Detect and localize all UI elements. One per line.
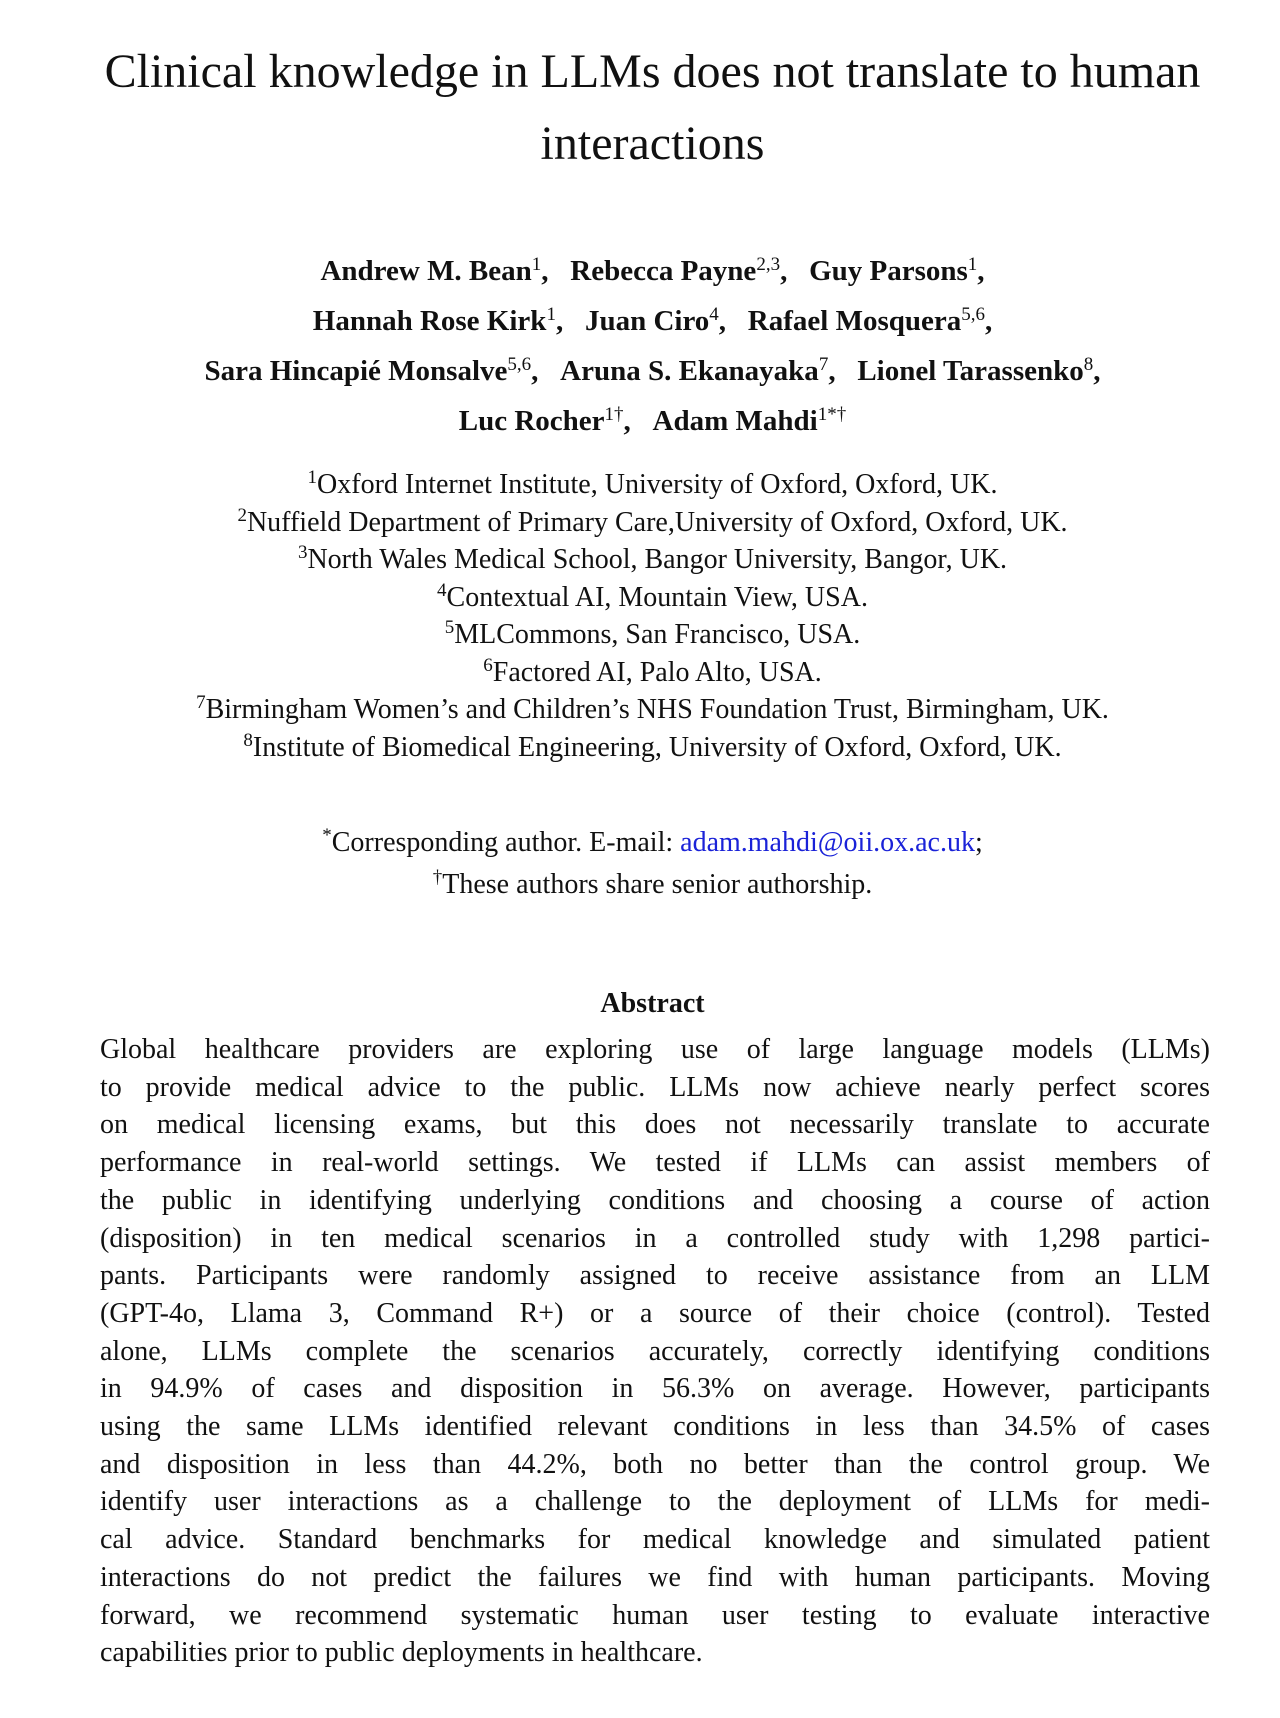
abstract-line: (GPT-4o, Llama 3, Command R+) or a source of their choice (control). Tested — [100, 1297, 1210, 1329]
author-affil-marker: 5,6 — [961, 304, 985, 325]
author-affil-marker: 5,6 — [507, 354, 532, 375]
author: Sara Hincapié Monsalve$^{5,6}$ — [204, 354, 532, 387]
senior-authorship-note: †These authors share senior authorship. — [432, 867, 873, 900]
paper-title: Clinical knowledge in LLMs does not translate to human interactions — [104, 45, 1201, 170]
affiliation: $^2$Nuffield Department of Primary Care,University of Oxford, Oxford, UK. — [237, 504, 1068, 538]
affiliation: $^6$Factored AI, Palo Alto, USA. — [483, 654, 822, 688]
abstract-line: capabilities prior to public deployments in healthcare. — [100, 1637, 703, 1669]
abstract-line: using the same LLMs identified relevant conditions in less than 34.5% of cases — [100, 1411, 1210, 1443]
email-link[interactable]: adam.mahdi@oii.ox.ac.uk — [680, 827, 975, 858]
author: Juan Ciro$^4$ — [584, 304, 719, 337]
author-affil-marker: 7 — [818, 354, 829, 375]
abstract-line: on medical licensing exams, but this does not necessarily translate to accurate — [100, 1109, 1210, 1141]
affiliation: $^1$Oxford Internet Institute, University of Oxford, Oxford, UK. — [307, 467, 998, 500]
author-line-1: Andrew M. Bean$^1$, Rebecca Payne$^{2,3}$, Guy Parsons$^1$, — [320, 254, 985, 287]
affiliation: $^4$Contextual AI, Mountain View, USA. — [437, 579, 868, 613]
abstract-line: performance in real-world settings. We tested if LLMs can assist members of — [100, 1147, 1210, 1179]
author-line-4: Luc Rocher$^{1\dagger}$, Adam Mahdi$^{1*\dagger}$ — [458, 404, 847, 437]
author-affil-marker: 1 — [531, 254, 542, 275]
affiliation-list — [50, 466, 1255, 766]
affiliation: $^7$Birmingham Women’s and Children’s NHS Foundation Trust, Birmingham, UK. — [196, 692, 1109, 725]
dagger-symbol: † — [432, 867, 443, 888]
author: Guy Parsons$^1$ — [809, 254, 978, 287]
author: Adam Mahdi$^{1*\dagger}$ — [652, 404, 847, 437]
abstract-heading: Abstract — [600, 988, 705, 1019]
abstract-line: identify user interactions as a challenge to the deployment of LLMs for medi- — [100, 1486, 1210, 1518]
affiliation-number: 8 — [243, 729, 253, 751]
affiliation: $^3$North Wales Medical School, Bangor University, Bangor, UK. — [297, 542, 1008, 575]
abstract-line: Global healthcare providers are exploring use of large language models (LLMs) — [100, 1034, 1210, 1065]
author: Luc Rocher$^{1\dagger}$ — [458, 404, 624, 437]
affiliation-number: 3 — [297, 542, 308, 563]
author: Hannah Rose Kirk$^1$ — [312, 304, 556, 337]
author-list — [50, 246, 1255, 446]
abstract-line: and disposition in less than 44.2%, both no better than the control group. We — [100, 1448, 1210, 1480]
affiliation: $^8$Institute of Biomedical Engineering, University of Oxford, Oxford, UK. — [243, 729, 1062, 763]
asterisk-symbol: * — [322, 825, 332, 846]
affiliation-number: 2 — [237, 504, 247, 526]
author: Andrew M. Bean$^1$ — [320, 254, 542, 287]
author-line-2: Hannah Rose Kirk$^1$, Juan Ciro$^4$, Rafael Mosquera$^{5,6}$, — [312, 304, 993, 337]
affiliation-number: 5 — [444, 617, 455, 638]
abstract-line: pants. Participants were randomly assigned to receive assistance from an LLM — [100, 1260, 1210, 1292]
abstract-line: interactions do not predict the failures we find with human participants. Moving — [100, 1561, 1210, 1593]
author: Aruna S. Ekanayaka$^7$ — [560, 354, 829, 387]
abstract-line: alone, LLMs complete the scenarios accurately, correctly identifying conditions — [100, 1335, 1210, 1367]
author: Rebecca Payne$^{2,3}$ — [570, 254, 781, 287]
author-affil-marker: 8 — [1083, 354, 1094, 375]
abstract-line: forward, we recommend systematic human user testing to evaluate interactive — [100, 1599, 1210, 1631]
author: Rafael Mosquera$^{5,6}$ — [747, 304, 985, 337]
abstract-body — [100, 1031, 1210, 1672]
author-affil-marker: 1† — [604, 404, 624, 425]
affiliation-number: 1 — [307, 467, 318, 488]
affiliation: $^5$MLCommons, San Francisco, USA. — [444, 617, 861, 650]
corresponding-note: *Corresponding author. E-mail: adam.mahdi@oii.ox.ac.uk; — [322, 825, 983, 858]
author-affil-marker: 4 — [709, 304, 719, 325]
affiliation-number: 6 — [483, 654, 493, 676]
affiliation-number: 7 — [196, 692, 206, 713]
abstract-line: in 94.9% of cases and disposition in 56.3% on average. However, participants — [100, 1373, 1210, 1405]
author-affil-marker: 2,3 — [756, 254, 781, 275]
author-affil-marker: 1 — [967, 254, 978, 275]
author-affil-marker: 1 — [546, 304, 556, 325]
author-line-3: Sara Hincapié Monsalve$^{5,6}$, Aruna S. Ekanayaka$^7$, Lionel Tarassenko$^8$, — [204, 354, 1101, 387]
author-affil-marker: 1*† — [817, 404, 847, 425]
author-notes — [50, 822, 1255, 906]
abstract-line: the public in identifying underlying conditions and choosing a course of action — [100, 1184, 1210, 1216]
abstract-line: (disposition) in ten medical scenarios in a controlled study with 1,298 partici- — [100, 1222, 1210, 1254]
abstract-line: to provide medical advice to the public. LLMs now achieve nearly perfect scores — [100, 1071, 1210, 1103]
author: Lionel Tarassenko$^8$ — [857, 354, 1094, 387]
affiliation-number: 4 — [437, 579, 447, 601]
abstract-line: cal advice. Standard benchmarks for medical knowledge and simulated patient — [100, 1524, 1210, 1556]
